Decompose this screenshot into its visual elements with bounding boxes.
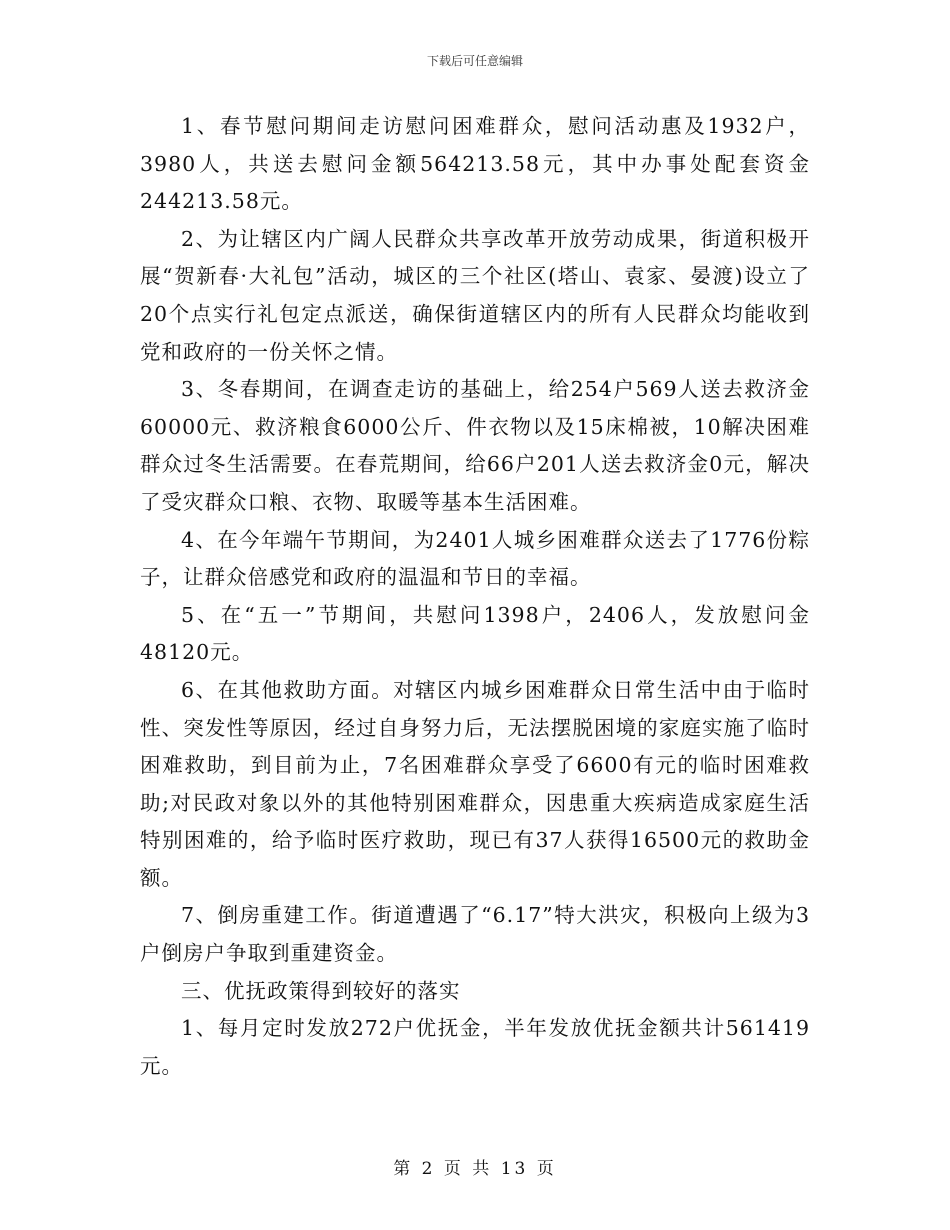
- paragraph-monthly-preferential-funds: 1、每月定时发放272户优抚金，半年发放优抚金额共计561419元。: [140, 1016, 810, 1078]
- paragraph-other-assistance: 6、在其他救助方面。对辖区内城乡困难群众日常生活中由于临时性、突发性等原因，经过自身努力后，无法摆脱困境的家庭实施了临时困难救助，到目前为止，7名困难群众享受了6600有元的临时困难救助;对民政对象以外的其他特别困难群众，因患重大疾病造成家庭生活特别困难的，给予临时医疗救助，现已有37人获得16500元的救助金额。: [140, 677, 810, 890]
- paragraph-relief-visits: 1、春节慰问期间走访慰问困难群众，慰问活动惠及1932户，3980人，共送去慰问金额564213.58元，其中办事处配套资金244213.58元。: [140, 114, 810, 214]
- paragraph-dragon-boat-festival: 4、在今年端午节期间，为2401人城乡困难群众送去了1776份粽子，让群众倍感党和政府的温温和节日的幸福。: [140, 527, 810, 590]
- section-heading-preferential-policy: 三、优抚政策得到较好的落实: [181, 978, 461, 1003]
- document-body: [140, 108, 810, 1085]
- page-footer: 第 2 页 共 13 页: [393, 1159, 557, 1179]
- paragraph-house-rebuilding: 7、倒房重建工作。街道遭遇了“6.17”特大洪灾，积极向上级为3户倒房户争取到重建资金。: [140, 903, 810, 966]
- paragraph-may-day: 5、在“五一”节期间，共慰问1398户，2406人，发放慰问金48120元。: [140, 602, 810, 665]
- paragraph-new-year-gift-pack: 2、为让辖区内广阔人民群众共享改革开放劳动成果，街道积极开展“贺新春·大礼包”活动，城区的三个社区(塔山、袁家、晏渡)设立了20个点实行礼包定点派送，确保街道辖区内的所有人民群众均能收到党和政府的一份关怀之情。: [140, 226, 810, 364]
- paragraph-winter-spring-relief: 3、冬春期间，在调查走访的基础上，给254户569人送去救济金60000元、救济粮食6000公斤、件衣物以及15床棉被，10解决困难群众过冬生活需要。在春荒期间，给66户201人送去救济金0元，解决了受灾群众口粮、衣物、取暖等基本生活困难。: [140, 377, 810, 514]
- header-note: 下载后可任意编辑: [426, 54, 523, 68]
